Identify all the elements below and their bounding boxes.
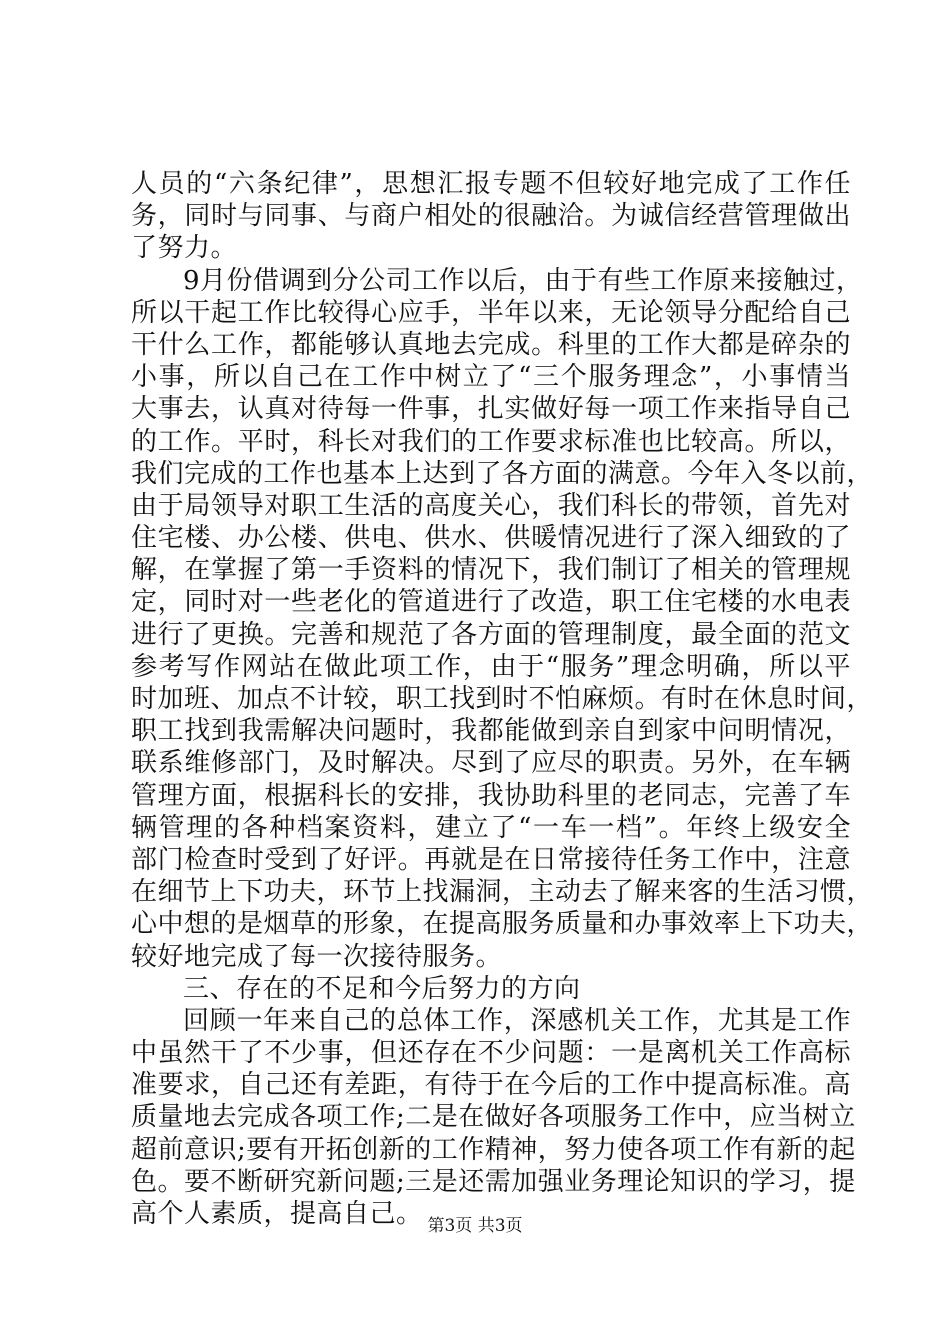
text-line: 定，同时对一些老化的管道进行了改造，职工住宅楼的水电表: [131, 587, 851, 618]
text-line: 务，同时与同事、与商户相处的很融洽。为诚信经营管理做出: [131, 201, 851, 232]
text-line: 心中想的是烟草的形象，在提高服务质量和办事效率上下功夫，: [131, 909, 874, 940]
page-number: 第3页 共3页: [427, 1216, 523, 1236]
text-line: 解，在掌握了第一手资料的情况下，我们制订了相关的管理规: [131, 555, 851, 586]
text-line: 的工作。平时，科长对我们的工作要求标准也比较高。所以，: [131, 426, 851, 457]
text-line: 较好地完成了每一次接待服务。: [131, 941, 503, 972]
section-heading-text: 三、存在的不足和今后努力的方向: [183, 973, 581, 1004]
paragraph: [131, 168, 851, 265]
text-line: 在细节上下功夫，环节上找漏洞，主动去了解来客的生活习惯，: [131, 877, 874, 908]
text-line: 所以干起工作比较得心应手，半年以来，无论领导分配给自己: [131, 297, 851, 328]
text-line: 9月份借调到分公司工作以后，由于有些工作原来接触过，: [183, 265, 863, 296]
text-line: 时加班、加点不计较，职工找到时不怕麻烦。有时在休息时间，: [131, 684, 874, 714]
text-line: 参考写作网站在做此项工作，由于“服务”理念明确，所以平: [131, 651, 851, 682]
text-line: 我们完成的工作也基本上达到了各方面的满意。今年入冬以前，: [131, 458, 874, 489]
document-body: [131, 168, 874, 1230]
text-line: 辆管理的各种档案资料，建立了“一车一档”。年终上级安全: [131, 812, 851, 843]
text-line: 联系维修部门，及时解决。尽到了应尽的职责。另外，在车辆: [131, 748, 851, 779]
text-line: 高个人素质，提高自己。: [131, 1199, 423, 1229]
text-line: 回顾一年来自己的总体工作，深感机关工作，尤其是工作: [183, 1005, 851, 1036]
text-line: 了努力。: [131, 233, 238, 264]
text-line: 管理方面，根据科长的安排，我协助科里的老同志，完善了车: [131, 780, 851, 811]
text-line: 大事去，认真对待每一件事，扎实做好每一项工作来指导自己: [131, 394, 851, 425]
text-line: 中虽然干了不少事，但还存在不少问题：一是离机关工作高标: [131, 1038, 851, 1069]
text-line: 准要求，自己还有差距，有待于在今后的工作中提高标准。高: [131, 1070, 851, 1101]
text-line: 质量地去完成各项工作;二是在做好各项服务工作中，应当树立: [131, 1102, 856, 1133]
text-line: 干什么工作，都能够认真地去完成。科里的工作大都是碎杂的: [131, 329, 851, 360]
paragraph: [131, 1005, 856, 1230]
section-heading: [131, 973, 851, 1005]
page-footer: [0, 1215, 950, 1237]
text-line: 超前意识;要有开拓创新的工作精神，努力使各项工作有新的起: [131, 1134, 856, 1165]
text-line: 人员的“六条纪律”，思想汇报专题不但较好地完成了工作任: [131, 169, 851, 199]
text-line: 小事，所以自己在工作中树立了“三个服务理念”，小事情当: [131, 362, 851, 393]
paragraph: [131, 265, 874, 973]
text-line: 部门检查时受到了好评。再就是在日常接待任务工作中，注意: [131, 844, 851, 875]
text-line: 职工找到我需解决问题时，我都能做到亲自到家中问明情况，: [131, 716, 851, 747]
text-line: 住宅楼、办公楼、供电、供水、供暖情况进行了深入细致的了: [131, 523, 851, 554]
text-line: 进行了更换。完善和规范了各方面的管理制度，最全面的范文: [131, 619, 851, 650]
text-line: 色。要不断研究新问题;三是还需加强业务理论知识的学习，提: [131, 1166, 856, 1197]
text-line: 由于局领导对职工生活的高度关心，我们科长的带领，首先对: [131, 490, 851, 521]
